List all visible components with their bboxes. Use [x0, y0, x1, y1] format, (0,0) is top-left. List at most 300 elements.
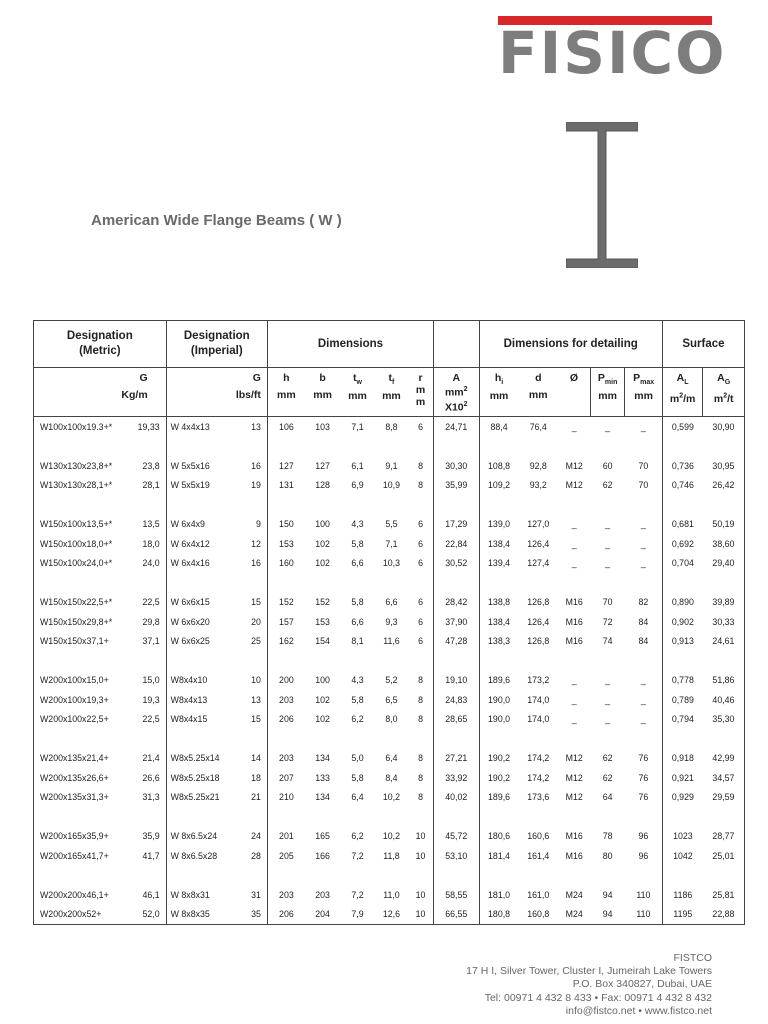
table-cell: 160 — [267, 554, 304, 574]
table-cell: 6 — [418, 538, 424, 549]
table-cell: 10,3 — [382, 558, 400, 569]
table-cell: 6 — [418, 558, 424, 569]
table-cell: 189,6 — [479, 788, 518, 808]
table-cell: 24,71 — [433, 417, 479, 437]
subheader-a: A $mm^2$ $X10^2$ — [433, 368, 479, 417]
table-cell: 70 — [638, 460, 649, 471]
table-cell: _ — [605, 714, 611, 725]
table-cell: 0,789 — [662, 690, 703, 710]
table-cell: 11,8 — [383, 850, 400, 861]
table-cell: 96 — [638, 831, 649, 842]
table-cell: 0,704 — [662, 554, 703, 574]
table-cell: 201 — [267, 827, 304, 847]
table-cell: M16 — [565, 597, 583, 608]
table-body — [34, 417, 745, 925]
table-cell: 8 — [418, 753, 424, 764]
table-row — [34, 534, 745, 554]
table-cell: 12 — [251, 538, 261, 549]
i-beam-icon — [566, 122, 638, 268]
table-cell: _ — [571, 694, 577, 705]
table-cell: M12 — [565, 772, 583, 783]
table-cell: 1042 — [662, 846, 703, 866]
table-cell: 62 — [602, 772, 613, 783]
footer-email: info@fistco.net • www.fistco.net — [565, 1004, 712, 1017]
table-cell: _ — [605, 538, 611, 549]
table-cell: 6,1 — [351, 460, 364, 471]
table-cell: 126,4 — [527, 616, 550, 627]
table-cell: 18 — [251, 772, 261, 783]
table-cell: _ — [605, 558, 611, 569]
table-cell: _ — [571, 714, 577, 725]
table-row — [34, 476, 745, 496]
table-cell: 102 — [315, 694, 330, 705]
table-cell: 6 — [418, 636, 424, 647]
table-cell: 138,8 — [479, 593, 518, 613]
table-cell: 29,8 — [142, 616, 160, 627]
table-cell: W 6x6x25 — [166, 632, 243, 652]
table-cell: W 6x4x16 — [166, 554, 243, 574]
table-cell: 10,2 — [382, 831, 400, 842]
subheader-phi: Ø — [558, 368, 590, 417]
table-cell: 38,60 — [703, 534, 745, 554]
table-cell: 94 — [602, 889, 613, 900]
table-cell: 35 — [243, 905, 267, 925]
table-cell: 161,0 — [527, 889, 550, 900]
table-cell: W 8x8x31 — [166, 885, 243, 905]
table-cell: 126,8 — [527, 636, 550, 647]
table-cell: 102 — [315, 538, 330, 549]
table-cell: _ — [640, 519, 646, 530]
table-cell: 26,42 — [703, 476, 745, 496]
subheader-pmax: $P_{max}$ mm — [625, 368, 663, 417]
table-cell: 174,0 — [527, 714, 550, 725]
table-cell: M12 — [565, 792, 583, 803]
table-cell: 19 — [251, 480, 261, 491]
table-cell: 70 — [602, 597, 613, 608]
table-cell: W 6x4x9 — [166, 515, 243, 535]
table-cell: W150x100x13,5+* — [34, 515, 125, 535]
subheader-g-imperial: G lbs/ft — [166, 368, 267, 417]
table-cell: 24,61 — [703, 632, 745, 652]
header-dimensions: Dimensions — [267, 321, 433, 368]
table-cell: 203 — [315, 889, 330, 900]
table-cell: 8,8 — [385, 421, 398, 432]
table-cell: 6,2 — [351, 831, 364, 842]
table-cell: 0,921 — [662, 768, 703, 788]
table-cell: 10 — [415, 889, 426, 900]
table-cell: 203 — [267, 885, 304, 905]
table-cell: 40,46 — [703, 690, 745, 710]
table-cell: 22,5 — [142, 597, 160, 608]
table-cell: 30,95 — [703, 456, 745, 476]
fisico-logo — [498, 16, 727, 87]
table-cell: 50,19 — [703, 515, 745, 535]
table-cell: 134 — [315, 753, 330, 764]
table-cell: 139,0 — [479, 515, 518, 535]
table-cell: _ — [640, 538, 646, 549]
table-cell: 189,6 — [479, 671, 518, 691]
table-cell: 152 — [267, 593, 304, 613]
table-cell: 5,8 — [351, 597, 364, 608]
table-cell: W130x130x28,1+* — [34, 476, 125, 496]
table-cell: 6,6 — [351, 616, 364, 627]
table-cell: W 8x6.5x28 — [166, 846, 243, 866]
table-cell: 6,4 — [351, 792, 364, 803]
table-cell: 200 — [267, 671, 304, 691]
table-cell: 76 — [638, 772, 649, 783]
group-spacer — [34, 495, 745, 515]
subheader-tw: $t_w$ mm — [340, 368, 374, 417]
subheader-al: $A_L$ $m^2/m$ — [662, 368, 703, 417]
table-cell: 6 — [418, 519, 424, 530]
table-cell: W 6x6x20 — [166, 612, 243, 632]
table-cell: 13 — [251, 421, 261, 432]
table-cell: 162 — [267, 632, 304, 652]
table-cell: 92,8 — [529, 460, 547, 471]
table-cell: 21 — [251, 792, 261, 803]
table-cell: 203 — [267, 749, 304, 769]
table-cell: 31 — [251, 889, 261, 900]
table-cell: 74 — [602, 636, 613, 647]
subheader-tf: $t_f$ mm — [375, 368, 408, 417]
table-cell: W150x150x37,1+ — [34, 632, 125, 652]
table-cell: _ — [640, 714, 646, 725]
table-cell: W200x165x35,9+ — [34, 827, 125, 847]
subheader-h: h mm — [267, 368, 304, 417]
table-cell: 0,890 — [662, 593, 703, 613]
table-cell: 5,8 — [351, 772, 364, 783]
table-cell: 76,4 — [529, 421, 547, 432]
table-cell: 84 — [638, 636, 649, 647]
table-cell: 17,29 — [433, 515, 479, 535]
table-cell: 76 — [638, 792, 649, 803]
table-cell: 93,2 — [529, 480, 547, 491]
table-cell: 31,3 — [142, 792, 160, 803]
header-designation-imperial: Designation (Imperial) — [166, 321, 267, 368]
subheader-d: d mm — [519, 368, 558, 417]
table-cell: 166 — [315, 850, 330, 861]
table-cell: 5,8 — [351, 538, 364, 549]
table-row — [34, 749, 745, 769]
table-row — [34, 671, 745, 691]
header-dimensions-detailing: Dimensions for detailing — [479, 321, 662, 368]
subheader-r: r m m — [408, 368, 433, 417]
table-cell: W 4x4x13 — [166, 417, 243, 437]
table-cell: W200x200x52+ — [34, 905, 125, 925]
table-cell: 23,8 — [142, 460, 160, 471]
table-cell: 106 — [267, 417, 304, 437]
group-spacer — [34, 866, 745, 886]
table-cell: 34,57 — [703, 768, 745, 788]
table-row — [34, 885, 745, 905]
table-cell: 10 — [251, 675, 261, 686]
table-cell: 1186 — [662, 885, 703, 905]
table-cell: 0,794 — [662, 710, 703, 730]
table-cell: 174,0 — [527, 694, 550, 705]
table-cell: 133 — [315, 772, 330, 783]
table-cell: 160,6 — [527, 831, 550, 842]
table-cell: 35,30 — [703, 710, 745, 730]
table-row — [34, 768, 745, 788]
table-cell: 80 — [602, 850, 613, 861]
table-cell: W130x130x23,8+* — [34, 456, 125, 476]
footer-contact — [466, 952, 712, 1018]
table-row — [34, 515, 745, 535]
table-cell: 6,6 — [351, 558, 364, 569]
table-cell: 180,8 — [479, 905, 518, 925]
table-cell: 161,4 — [527, 850, 550, 861]
subheader-g-metric: G Kg/m — [34, 368, 167, 417]
table-cell: W150x150x22,5+* — [34, 593, 125, 613]
table-cell: 206 — [267, 710, 304, 730]
table-cell: 8 — [418, 675, 424, 686]
table-cell: 0,736 — [662, 456, 703, 476]
table-cell: 6 — [418, 597, 424, 608]
table-cell: 138,4 — [479, 612, 518, 632]
table-cell: 127,4 — [527, 558, 550, 569]
table-cell: 9,1 — [385, 460, 398, 471]
table-cell: 20 — [251, 616, 261, 627]
table-cell: 35,99 — [433, 476, 479, 496]
table-cell: 30,33 — [703, 612, 745, 632]
table-cell: W150x150x29,8+* — [34, 612, 125, 632]
table-cell: 109,2 — [479, 476, 518, 496]
subheader-b: b mm — [305, 368, 340, 417]
table-cell: 70 — [638, 480, 649, 491]
table-cell: W8x4x13 — [166, 690, 243, 710]
table-cell: 102 — [315, 558, 330, 569]
table-cell: 42,99 — [703, 749, 745, 769]
table-cell: 6,5 — [385, 694, 398, 705]
table-cell: W 5x5x16 — [166, 456, 243, 476]
table-cell: 27,21 — [433, 749, 479, 769]
table-cell: W8x4x10 — [166, 671, 243, 691]
table-row — [34, 788, 745, 808]
table-cell: 128 — [315, 480, 330, 491]
table-cell: 6,9 — [351, 480, 364, 491]
table-cell: W150x100x18,0+* — [34, 534, 125, 554]
table-cell: 10,9 — [382, 480, 400, 491]
table-cell: 24,0 — [142, 558, 160, 569]
table-cell: 190,0 — [479, 690, 518, 710]
table-cell: 7,1 — [351, 421, 364, 432]
footer-phone: Tel: 00971 4 432 8 433 • Fax: 00971 4 432 8 432 — [484, 991, 712, 1004]
table-cell: 9 — [256, 519, 261, 530]
table-cell: 139,4 — [479, 554, 518, 574]
table-cell: _ — [640, 675, 646, 686]
group-spacer — [34, 573, 745, 593]
table-cell: 16 — [251, 558, 261, 569]
table-cell: 5,5 — [385, 519, 398, 530]
subheader-pmin: $P_{min}$ mm — [590, 368, 624, 417]
table-cell: 103 — [315, 421, 330, 432]
table-cell: 15 — [251, 597, 261, 608]
table-cell: 96 — [638, 850, 649, 861]
table-row — [34, 846, 745, 866]
table-cell: 16 — [251, 460, 261, 471]
table-cell: 154 — [315, 636, 330, 647]
table-row — [34, 905, 745, 925]
table-cell: 46,1 — [142, 889, 160, 900]
table-cell: 25,81 — [703, 885, 745, 905]
table-cell: W 8x6.5x24 — [166, 827, 243, 847]
logo-text: FISICO — [498, 19, 727, 87]
table-cell: 108,8 — [479, 456, 518, 476]
table-cell: M16 — [565, 636, 583, 647]
table-cell: 190,2 — [479, 749, 518, 769]
table-cell: W200x135x31,3+ — [34, 788, 125, 808]
table-cell: 11,6 — [383, 636, 400, 647]
table-cell: 35,9 — [142, 831, 160, 842]
subheader-hi: $h_i$ mm — [479, 368, 518, 417]
table-cell: 5,8 — [351, 694, 364, 705]
table-cell: 10 — [408, 905, 433, 925]
table-cell: 6,2 — [351, 714, 364, 725]
table-cell: 13,5 — [142, 519, 160, 530]
table-cell: 138,3 — [479, 632, 518, 652]
table-cell: W200x135x21,4+ — [34, 749, 125, 769]
table-cell: W200x100x19,3+ — [34, 690, 125, 710]
table-cell: 76 — [638, 753, 649, 764]
table-cell: W100x100x19.3+* — [34, 417, 125, 437]
table-cell: 41,7 — [142, 850, 160, 861]
table-cell: 203 — [267, 690, 304, 710]
table-cell: 51,86 — [703, 671, 745, 691]
table-cell: W8x4x15 — [166, 710, 243, 730]
table-cell: W 5x5x19 — [166, 476, 243, 496]
table-cell: 33,92 — [433, 768, 479, 788]
table-cell: 30,90 — [703, 417, 745, 437]
table-cell: 100 — [315, 675, 330, 686]
table-cell: M16 — [565, 831, 583, 842]
table-cell: 28,1 — [142, 480, 160, 491]
table-row — [34, 632, 745, 652]
table-cell: 78 — [602, 831, 613, 842]
table-cell: W 6x4x12 — [166, 534, 243, 554]
table-cell: W8x5.25x21 — [166, 788, 243, 808]
table-cell: M24 — [565, 889, 583, 900]
header-area — [433, 321, 479, 368]
table-cell: W200x100x15,0+ — [34, 671, 125, 691]
table-row — [34, 612, 745, 632]
table-cell: 150 — [267, 515, 304, 535]
table-cell: 138,4 — [479, 534, 518, 554]
table-cell: W150x100x24,0+* — [34, 554, 125, 574]
table-cell: _ — [571, 558, 577, 569]
header-surface: Surface — [662, 321, 744, 368]
table-cell: _ — [640, 421, 646, 432]
table-cell: 28,65 — [433, 710, 479, 730]
table-cell: 19,10 — [433, 671, 479, 691]
table-cell: 173,2 — [527, 675, 550, 686]
table-cell: 205 — [267, 846, 304, 866]
table-cell: 62 — [602, 753, 613, 764]
table-cell: _ — [605, 519, 611, 530]
table-cell: 14 — [251, 753, 261, 764]
table-cell: 180,6 — [479, 827, 518, 847]
table-row — [34, 456, 745, 476]
table-cell: _ — [571, 421, 577, 432]
table-cell: W200x165x41,7+ — [34, 846, 125, 866]
table-cell: 53,10 — [433, 846, 479, 866]
table-cell: 4,3 — [351, 519, 364, 530]
table-cell: 181,0 — [479, 885, 518, 905]
table-cell: 13 — [251, 694, 261, 705]
footer-company: FISTCO — [673, 952, 712, 964]
table-row — [34, 827, 745, 847]
table-cell: M16 — [565, 850, 583, 861]
table-cell: 206 — [267, 905, 304, 925]
table-cell: 94 — [590, 905, 624, 925]
table-cell: 8 — [418, 714, 424, 725]
table-cell: 25 — [251, 636, 261, 647]
group-spacer — [34, 729, 745, 749]
table-cell: 7,9 — [340, 905, 374, 925]
table-cell: 22,5 — [142, 714, 160, 725]
table-cell: 88,4 — [479, 417, 518, 437]
footer-pobox: P.O. Box 340827, Dubai, UAE — [572, 978, 712, 991]
table-cell: 102 — [315, 714, 330, 725]
table-cell: 7,2 — [351, 889, 364, 900]
table-cell: 18,0 — [142, 538, 160, 549]
table-cell: 4,3 — [351, 675, 364, 686]
table-cell: _ — [571, 519, 577, 530]
table-cell: 210 — [267, 788, 304, 808]
table-cell: 12,6 — [375, 905, 408, 925]
table-cell: 30,52 — [433, 554, 479, 574]
table-cell: 8 — [418, 460, 424, 471]
table-cell: 173,6 — [527, 792, 550, 803]
table-cell: 207 — [267, 768, 304, 788]
table-cell: 126,8 — [527, 597, 550, 608]
table-cell: 131 — [267, 476, 304, 496]
table-cell: 127 — [315, 460, 330, 471]
table-cell: 134 — [315, 792, 330, 803]
table-cell: 153 — [267, 534, 304, 554]
table-cell: 10,2 — [382, 792, 400, 803]
page-title: American Wide Flange Beams ( W ) — [91, 212, 342, 229]
table-cell: 0,746 — [662, 476, 703, 496]
table-cell: 24,83 — [433, 690, 479, 710]
table-cell: W200x135x26,6+ — [34, 768, 125, 788]
table-cell: 110 — [625, 905, 663, 925]
table-cell: W 8x8x35 — [166, 905, 243, 925]
table-cell: 62 — [602, 480, 613, 491]
table-cell: 82 — [638, 597, 649, 608]
table-cell: M12 — [565, 460, 583, 471]
subheader-ag: $A_G$ $m^2/t$ — [703, 368, 745, 417]
table-cell: 0,902 — [662, 612, 703, 632]
table-cell: 0,599 — [662, 417, 703, 437]
table-cell: _ — [640, 694, 646, 705]
table-cell: 6,4 — [385, 753, 398, 764]
table-cell: 28 — [251, 850, 261, 861]
table-cell: 165 — [315, 831, 330, 842]
table-cell: W8x5.25x14 — [166, 749, 243, 769]
table-cell: 7,1 — [385, 538, 398, 549]
table-cell: 8 — [418, 772, 424, 783]
footer-address: 17 H I, Silver Tower, Cluster I, Jumeirah Lake Towers — [466, 965, 712, 978]
table-cell: 8 — [418, 694, 424, 705]
table-cell: _ — [605, 421, 611, 432]
table-cell: M12 — [565, 480, 583, 491]
table-cell: 10 — [415, 850, 426, 861]
table-cell: 22,84 — [433, 534, 479, 554]
table-cell: W200x100x22,5+ — [34, 710, 125, 730]
table-cell: 30,30 — [433, 456, 479, 476]
table-cell: 190,2 — [479, 768, 518, 788]
table-cell: 84 — [638, 616, 649, 627]
